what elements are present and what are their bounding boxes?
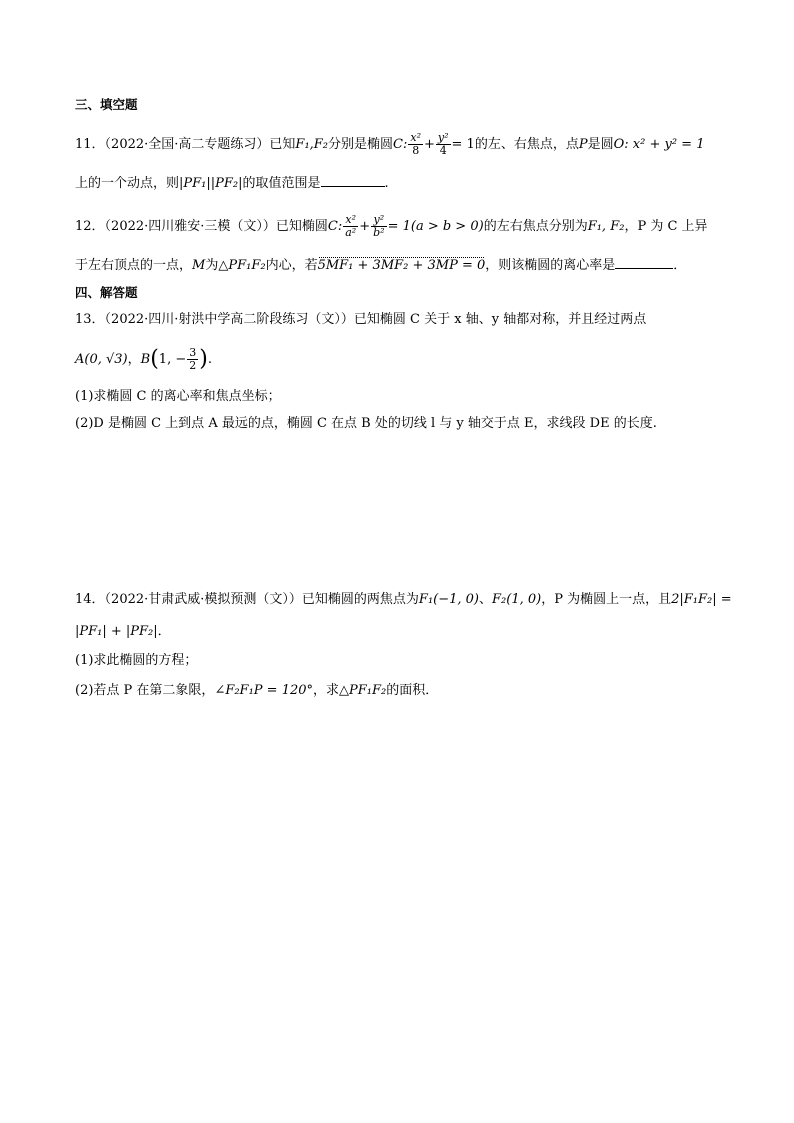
q12-frac2-num: y² (371, 214, 386, 227)
q11-ellipse-name: C: (393, 137, 408, 152)
q14-part2-a: (2)若点 P 在第二象限， (75, 683, 215, 698)
q13-source: （2022·四川·射洪中学高二阶段练习（文）） (104, 312, 354, 327)
q14-part2-b: ，求 (313, 683, 340, 698)
q13-line1 (75, 312, 646, 328)
q14-angle: ∠F₂F₁P = 120° (214, 683, 314, 698)
q13-line2-end: . (207, 352, 212, 367)
q12-text-a: 已知椭圆 (275, 219, 328, 234)
q14-triangle: △PF₁F₂ (339, 683, 387, 698)
q12-plus: + (359, 219, 371, 234)
q11-text-c: 的左、右焦点，点 (474, 137, 579, 152)
q14-line2-expr: |PF₁| + |PF₂| (75, 624, 158, 639)
q11-number: 11． (75, 137, 105, 152)
q12-text-c: ，P 为 C 上异 (624, 219, 708, 234)
q13-number: 13． (75, 312, 105, 327)
q14-part2-c: 的面积． (386, 683, 439, 698)
q12-frac1-num: x² (343, 214, 358, 227)
q13-frac-num: 3 (189, 346, 197, 359)
q12-frac2-den: b² (373, 226, 385, 239)
q12-source: （2022·四川雅安·三模（文）） (104, 219, 276, 234)
q14-sep: 、 (479, 592, 493, 607)
q11-point-p: P (578, 137, 588, 152)
q14-number: 14． (75, 592, 105, 607)
q12-foci: F₁, F₂ (587, 219, 625, 234)
q11-line2-a: 上的一个动点，则 (75, 176, 180, 191)
q14-line2-end: ． (157, 624, 171, 639)
q12-frac1-den: a² (345, 226, 357, 239)
q11-frac1-den: 8 (412, 144, 420, 157)
q11-line2-end: . (384, 176, 389, 191)
q12-answer-blank[interactable] (615, 256, 673, 269)
q13-part2: (2)D 是椭圆 C 上到点 A 最远的点，椭圆 C 在点 B 处的切线 l 与 y 轴交于点 E，求线段 DE 的长度. (75, 416, 657, 431)
q13-part1: (1)求椭圆 C 的离心率和焦点坐标； (75, 389, 281, 404)
q12-number: 12． (75, 219, 105, 234)
section-heading-answer: 四、解答题 (75, 285, 138, 300)
q14-f2: F₂(1, 0) (492, 592, 542, 607)
q12-line1 (75, 214, 708, 239)
q14-text-a: 已知椭圆的两焦点为 (301, 592, 419, 607)
q12-line2-b: 为 (205, 258, 219, 273)
q12-frac2 (371, 214, 386, 239)
q12-line2 (75, 256, 686, 274)
q12-eq-cond: = 1(a > b > 0) (387, 219, 484, 234)
q11-line2 (75, 174, 389, 192)
q11-line1 (75, 132, 704, 157)
q13-frac-den: 2 (189, 359, 197, 372)
q11-eq-one: = 1 (451, 137, 475, 152)
q12-ellipse-name: C: (327, 219, 343, 234)
q14-line1 (75, 592, 732, 608)
q13-text: 已知椭圆 C 关于 x 轴、y 轴都对称，并且经过两点 (353, 312, 647, 327)
q12-frac1 (343, 214, 358, 239)
q11-frac1 (408, 132, 423, 157)
q12-line2-c: 内心，若 (265, 258, 318, 273)
q11-answer-blank[interactable] (321, 174, 385, 187)
q14-source: （2022·甘肃武威·模拟预测（文）） (104, 592, 302, 607)
q14-part1: (1)求此椭圆的方程； (75, 653, 198, 668)
q13-line2 (75, 347, 212, 372)
q12-m: M (192, 258, 206, 273)
q13-sep: ， (127, 352, 141, 367)
q14-part2 (75, 683, 438, 699)
q11-line2-b: 的取值范围是 (242, 176, 321, 191)
q11-circle: O: x² + y² = 1 (613, 137, 705, 152)
q11-abs-expr: |PF₁||PF₂| (179, 176, 243, 191)
q12-line2-d: ，则该椭圆的离心率是 (485, 258, 616, 273)
q13-paren-open: ( (150, 346, 159, 372)
q13-point-a: A(0, √3) (75, 352, 128, 367)
q14-f1: F₁(−1, 0) (418, 592, 479, 607)
q11-text-a: 已知 (269, 137, 296, 152)
q11-frac2-num: y² (437, 131, 449, 144)
q11-frac2 (436, 132, 451, 157)
q11-frac2-den: 4 (439, 144, 447, 157)
q12-line2-end: ． (673, 258, 687, 273)
q11-plus: + (424, 137, 435, 152)
q13-frac (187, 347, 198, 372)
q12-line2-a: 于左右顶点的一点， (75, 258, 193, 273)
q14-text-b: ，P 为椭圆上一点，且 (541, 592, 672, 607)
q13-paren-close: ) (199, 346, 208, 372)
q13-point-b-label: B (140, 352, 151, 367)
q14-eq-left: 2|F₁F₂| = (671, 592, 732, 607)
q11-source: （2022·全国·高二专题练习） (104, 137, 270, 152)
q12-vector-eq: 5MF₁ + 3MF₂ + 3MP = 0 (317, 258, 486, 273)
q11-text-b: 分别是椭圆 (328, 137, 394, 152)
section-heading-fill-blank: 三、填空题 (75, 97, 138, 112)
q11-foci: F₁,F₂ (295, 137, 329, 152)
q11-frac1-num: x² (410, 131, 421, 144)
q12-text-b: 的左右焦点分别为 (483, 219, 588, 234)
q12-triangle: △PF₁F₂ (218, 258, 266, 273)
q11-text-d: 是圆 (587, 137, 614, 152)
q13-point-b-x: 1, − (158, 352, 187, 367)
q14-line2 (75, 624, 171, 640)
